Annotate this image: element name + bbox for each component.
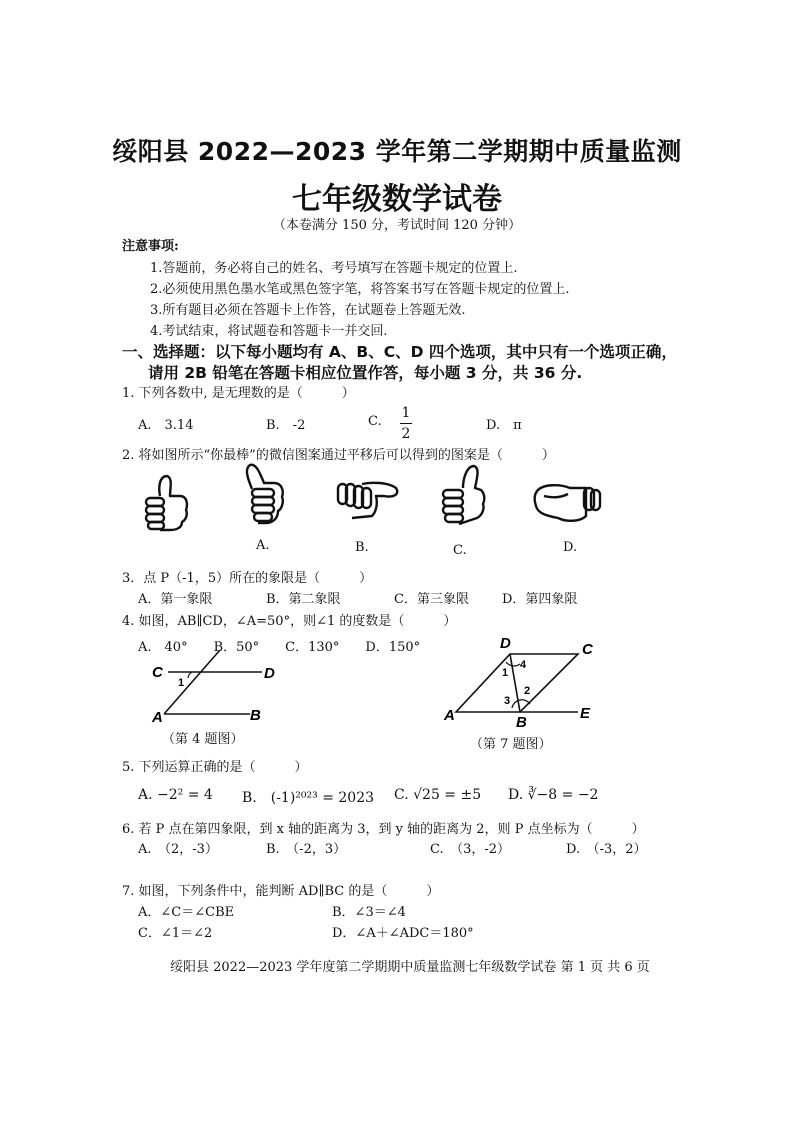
point-c-label: C: [152, 664, 163, 681]
transversal-line: [164, 650, 220, 714]
q7-point-d-label: D: [500, 635, 511, 652]
q4-stem: 4. 如图，AB∥CD，∠A=50°，则∠1 的度数是（ ）: [122, 614, 457, 629]
fraction-numerator: 1: [401, 405, 411, 421]
parallelogram-abcd: [456, 654, 578, 712]
q4-options: A. 40° B．50° C．130° D．150°: [138, 640, 421, 655]
q7-angle-3-label: 3: [504, 695, 511, 707]
q7-angle-1-label: 1: [502, 667, 509, 679]
q7-angle-4-label: 4: [520, 659, 527, 671]
q3-option-d: D．第四象限: [502, 592, 578, 607]
q3-option-b: B．第二象限: [266, 592, 341, 607]
q7-fig-caption: （第 7 题图）: [470, 737, 552, 752]
point-b-label: B: [250, 707, 261, 724]
q7-option-a: A．∠C＝∠CBE: [138, 905, 235, 920]
notice-item-3: 3.所有题目必须在答题卡上作答，在试题卷上答题无效.: [150, 303, 466, 318]
q5-option-d: D. ∛−8 = −2: [508, 787, 599, 803]
q7-point-b-label: B: [516, 714, 527, 731]
q4-fig-caption: （第 4 题图）: [162, 732, 244, 747]
q3-option-a: A．第一象限: [138, 592, 213, 607]
q7-point-c-label: C: [582, 641, 593, 658]
q2-label-d: D.: [563, 540, 578, 555]
q3-stem: 3．点 P（-1，5）所在的象限是（ ）: [122, 571, 373, 586]
q1-option-d: D. π: [486, 418, 522, 433]
q6-option-a: A. （2，-3）: [138, 842, 218, 857]
q1-option-a: A. 3.14: [138, 418, 194, 433]
section1-line1: 一、选择题：以下每小题均有 A、B、C、D 四个选项，其中只有一个选项正确，: [122, 343, 677, 361]
q7-stem: 7. 如图，下列条件中，能判断 AD∥BC 的是（ ）: [122, 884, 440, 899]
q1-fraction: [400, 402, 412, 441]
q2-label-a: A.: [256, 538, 270, 553]
option-c-hand-icon: [437, 462, 489, 528]
q2-stem: 2. 将如图所示“你最棒”的微信图案通过平移后可以得到的图案是（ ）: [122, 448, 555, 463]
notice-item-4: 4.考试结束，将试题卷和答题卡一并交回.: [150, 324, 388, 339]
section1-line2: 请用 2B 铅笔在答题卡相应位置作答，每小题 3 分，共 36 分.: [148, 364, 583, 382]
q4-figure: [150, 648, 280, 738]
q2-label-b: B.: [355, 540, 369, 555]
option-b-hand-icon: [332, 478, 402, 522]
option-a-hand-icon: [238, 461, 290, 527]
notice-item-1: 1.答题前，务必将自己的姓名、考号填写在答题卡规定的位置上.: [150, 261, 518, 276]
q7-option-c: C．∠1＝∠2: [138, 926, 213, 941]
notice-heading: 注意事项:: [122, 239, 179, 254]
q6-option-c: C. （3，-2）: [430, 842, 511, 857]
diagonal-bd: [510, 654, 520, 712]
q6-stem: 6. 若 P 点在第四象限，到 x 轴的距离为 3，到 y 轴的距离为 2，则 P 点坐标为（ ）: [122, 822, 645, 837]
point-a-label: A: [152, 709, 163, 726]
q7-point-e-label: E: [580, 705, 591, 722]
q6-option-b: B. （-2，3）: [266, 842, 347, 857]
notice-item-2: 2.必须使用黑色墨水笔或黑色签字笔，将答案书写在答题卡规定的位置上.: [150, 282, 570, 297]
q5-option-a: A. −2² = 4: [138, 787, 213, 803]
q2-label-c: C.: [453, 543, 467, 558]
angle-arc-d: [506, 662, 520, 666]
q7-angle-2-label: 2: [524, 685, 531, 697]
q5-option-c: C. √25 = ±5: [394, 787, 482, 803]
exam-title: 绥阳县 2022—2023 学年第二学期期中质量监测: [112, 137, 682, 166]
q1-option-c: C.: [368, 414, 382, 429]
thumbs-up-original-icon: [140, 472, 192, 532]
exam-subtitle: 七年级数学试卷: [292, 182, 502, 217]
q7-option-d: D．∠A＋∠ADC＝180°: [332, 926, 474, 941]
q6-option-d: D. （-3，2）: [566, 842, 647, 857]
q1-stem: 1. 下列各数中, 是无理数的是（ ）: [122, 386, 355, 401]
point-d-label: D: [264, 665, 275, 682]
angle-1-arc: [188, 672, 192, 678]
q5-stem: 5. 下列运算正确的是（ ）: [122, 760, 308, 775]
q7-point-a-label: A: [444, 707, 455, 724]
q1-option-b: B. -2: [266, 418, 306, 433]
angle-1-label: 1: [178, 677, 185, 689]
q7-option-b: B．∠3＝∠4: [332, 905, 406, 920]
fraction-denominator: 2: [401, 426, 411, 442]
q7-figure: [440, 632, 600, 732]
exam-note: （本卷满分 150 分，考试时间 120 分钟）: [272, 218, 522, 233]
page-footer: 绥阳县 2022—2023 学年度第二学期期中质量监测七年级数学试卷 第 1 页 共 6 页: [170, 960, 650, 975]
q5-option-b: B. (-1)²⁰²³ = 2023: [242, 790, 375, 806]
option-d-hand-icon: [530, 480, 606, 526]
q3-option-c: C．第三象限: [394, 592, 469, 607]
